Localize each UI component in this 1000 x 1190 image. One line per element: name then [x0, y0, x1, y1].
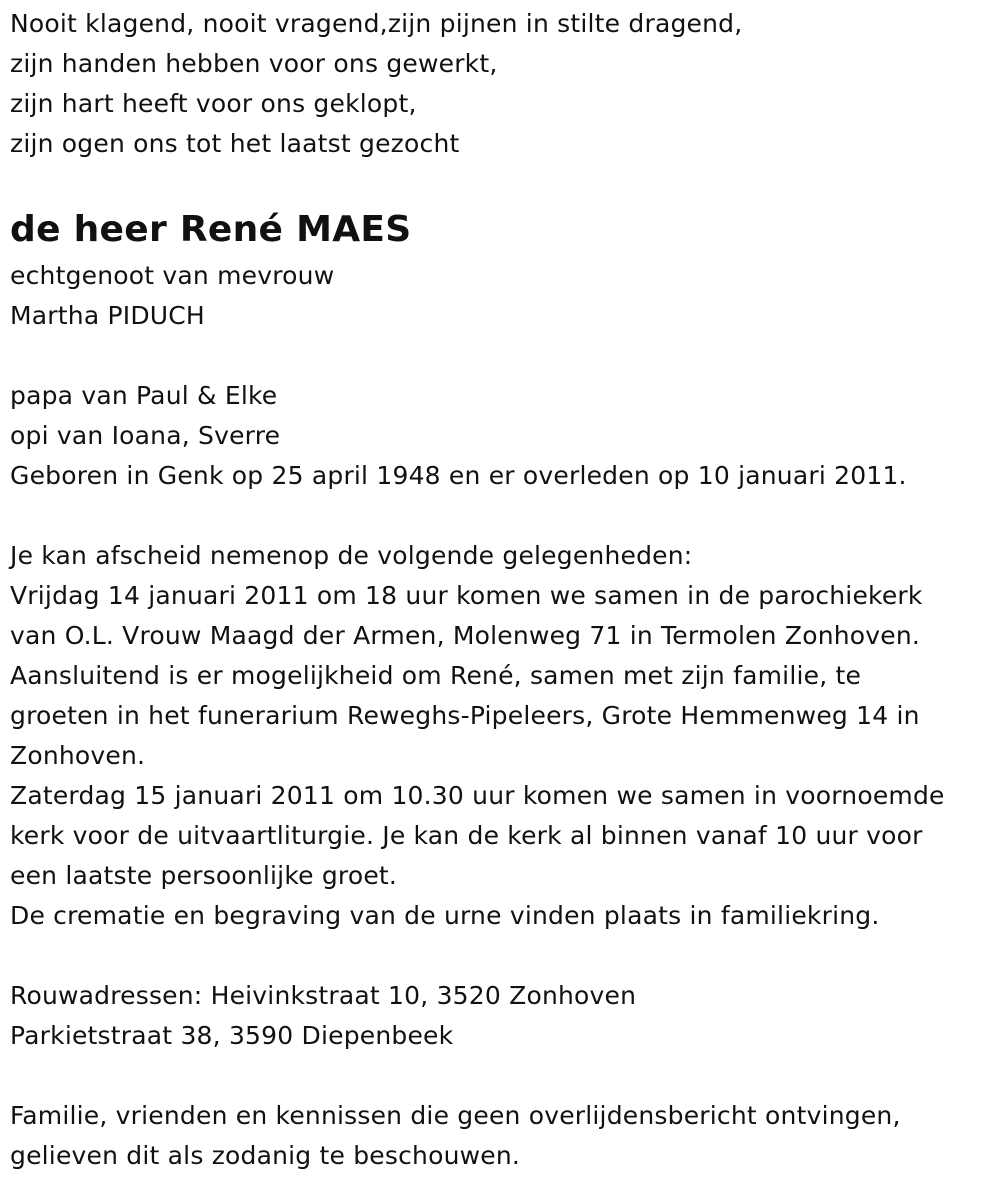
- closing-block: [10, 1096, 990, 1176]
- farewell-line: kerk voor de uitvaartliturgie. Je kan de kerk al binnen vanaf 10 uur voor: [10, 821, 923, 850]
- deceased-block: [10, 208, 990, 336]
- birth-death-line: Geboren in Genk op 25 april 1948 en er overleden op 10 januari 2011.: [10, 461, 907, 490]
- spacer: [10, 496, 990, 536]
- poem-line: Nooit klagend, nooit vragend,zijn pijnen in stilte dragend,: [10, 9, 743, 38]
- farewell-block: [10, 536, 990, 936]
- family-line: papa van Paul & Elke: [10, 381, 278, 410]
- family-line: opi van Ioana, Sverre: [10, 421, 281, 450]
- spouse-line: echtgenoot van mevrouw: [10, 261, 335, 290]
- closing-line: gelieven dit als zodanig te beschouwen.: [10, 1141, 521, 1170]
- poem-line: zijn handen hebben voor ons gewerkt,: [10, 49, 498, 78]
- address-line: Rouwadressen: Heivinkstraat 10, 3520 Zonhoven: [10, 981, 637, 1010]
- deceased-name: de heer René MAES: [10, 209, 412, 250]
- addresses-block: [10, 976, 990, 1056]
- poem: [10, 4, 990, 164]
- spacer: [10, 336, 990, 376]
- spouse-name: Martha PIDUCH: [10, 301, 205, 330]
- farewell-line: Aansluitend is er mogelijkheid om René, samen met zijn familie, te: [10, 661, 862, 690]
- farewell-line: groeten in het funerarium Reweghs-Pipeleers, Grote Hemmenweg 14 in: [10, 701, 920, 730]
- farewell-line: Zonhoven.: [10, 741, 146, 770]
- spacer: [10, 164, 990, 204]
- farewell-line: Je kan afscheid nemenop de volgende gelegenheden:: [10, 541, 693, 570]
- spacer: [10, 936, 990, 976]
- address-line: Parkietstraat 38, 3590 Diepenbeek: [10, 1021, 454, 1050]
- farewell-line: Zaterdag 15 januari 2011 om 10.30 uur komen we samen in voornoemde: [10, 781, 945, 810]
- farewell-line: Vrijdag 14 januari 2011 om 18 uur komen we samen in de parochiekerk: [10, 581, 923, 610]
- closing-line: Familie, vrienden en kennissen die geen overlijdensbericht ontvingen,: [10, 1101, 901, 1130]
- family-block: [10, 376, 990, 496]
- farewell-line: een laatste persoonlijke groet.: [10, 861, 398, 890]
- farewell-line: van O.L. Vrouw Maagd der Armen, Molenweg 71 in Termolen Zonhoven.: [10, 621, 921, 650]
- farewell-line: De crematie en begraving van de urne vinden plaats in familiekring.: [10, 901, 880, 930]
- poem-line: zijn hart heeft voor ons geklopt,: [10, 89, 417, 118]
- spacer: [10, 1056, 990, 1096]
- obituary-notice: [10, 4, 990, 1176]
- poem-line: zijn ogen ons tot het laatst gezocht: [10, 129, 460, 158]
